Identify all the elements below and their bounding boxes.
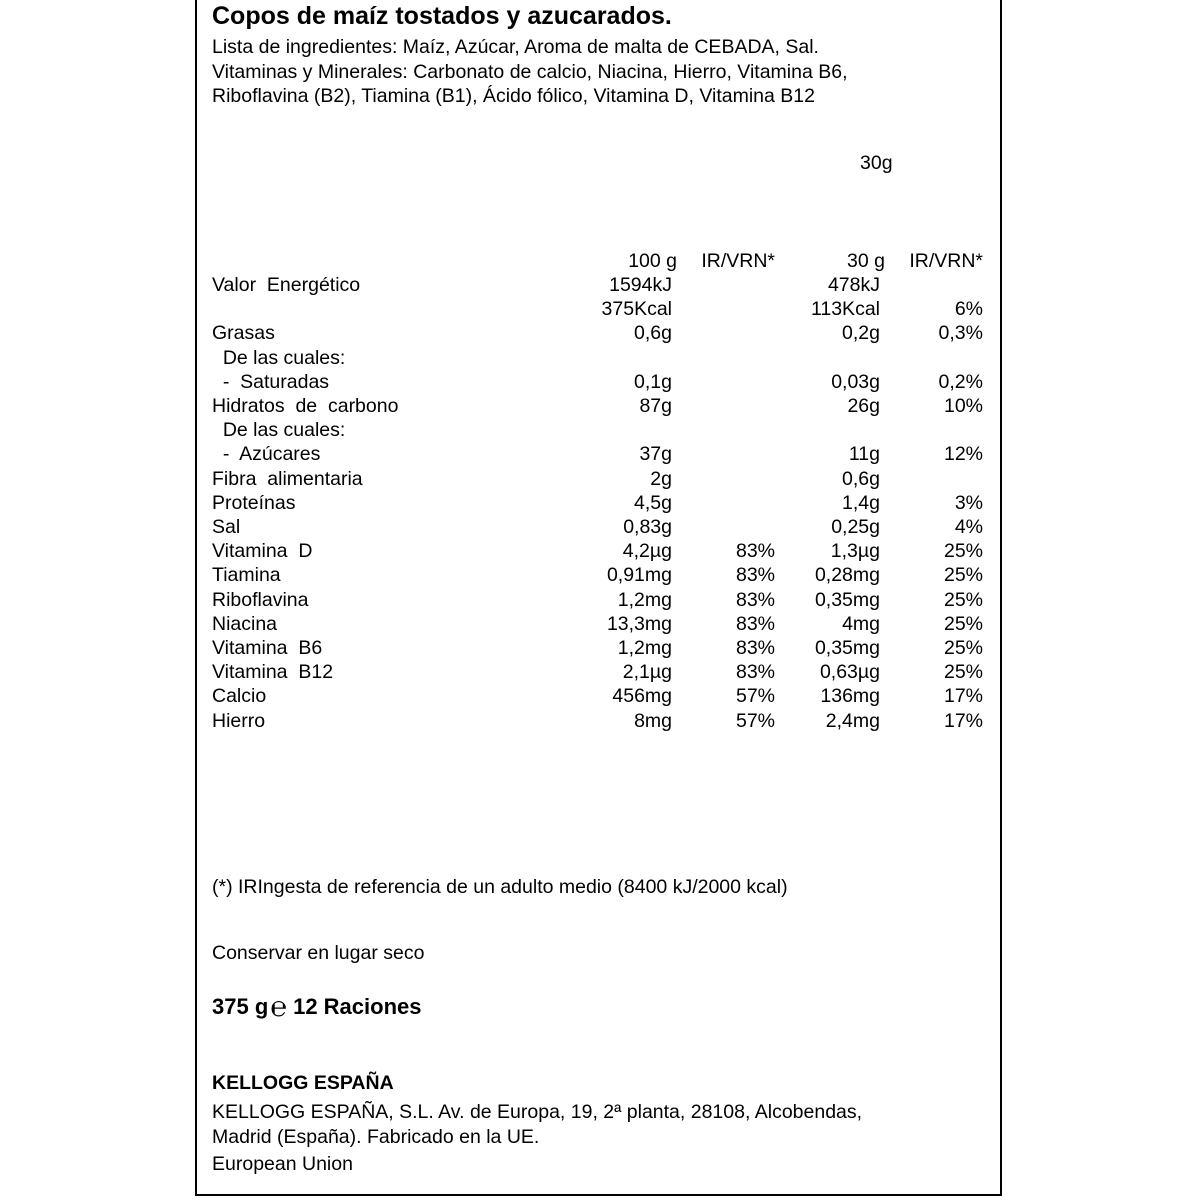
value-per-100g: 2g: [650, 467, 672, 490]
net-weight: 375 g: [212, 994, 269, 1019]
ir-percent-30g: 10%: [943, 395, 983, 417]
ingredients-line-1: Lista de ingredientes: Maíz, Azúcar, Aroma de malta de CEBADA, Sal.: [212, 36, 819, 58]
value-per-30g: 1,4g: [842, 491, 880, 514]
value-per-100g: 456mg: [612, 685, 672, 708]
value-per-30g: 0,25g: [831, 516, 880, 538]
nutrition-row: [0, 637, 1200, 661]
ir-percent-100g: 83%: [735, 612, 775, 635]
value-per-100g: 0,91mg: [606, 564, 672, 587]
nutrition-row: [0, 564, 1200, 588]
nutrient-label: De las cuales:: [212, 346, 346, 369]
value-per-100g: 0,83g: [623, 516, 672, 538]
company-name: KELLOGG ESPAÑA: [212, 1072, 394, 1094]
ir-percent-100g: 83%: [735, 540, 775, 563]
nutrient-label: - Azúcares: [212, 443, 321, 466]
net-quantity: [212, 990, 422, 1023]
ir-percent-30g: 25%: [943, 588, 983, 611]
ir-percent-30g: 25%: [943, 612, 983, 635]
value-per-30g: 0,6g: [842, 467, 880, 490]
estimated-sign-icon: ℮: [270, 990, 288, 1023]
ir-percent-30g: 17%: [943, 685, 983, 708]
ir-percent-30g: 3%: [954, 491, 983, 514]
value-per-30g: 0,35mg: [814, 588, 880, 611]
nutrient-label: Vitamina D: [212, 540, 313, 563]
nutrient-label: Proteínas: [212, 491, 296, 514]
nutrient-label: Sal: [212, 516, 241, 538]
company-address-line-1: KELLOGG ESPAÑA, S.L. Av. de Europa, 19, 2ª planta, 28108, Alcobendas,: [212, 1101, 863, 1123]
nutrient-label: Vitamina B12: [212, 661, 334, 684]
nutrition-row: [0, 710, 1200, 734]
nutrient-label: Grasas: [212, 322, 275, 345]
value-per-30g: 113Kcal: [810, 298, 880, 321]
value-per-30g: 0,03g: [831, 370, 880, 393]
serving-size: 30g: [860, 152, 893, 174]
nutrition-row: [0, 347, 1200, 371]
header-per-100g: 100 g: [628, 250, 677, 272]
ir-percent-30g: 25%: [943, 540, 983, 563]
header-ir-100g: IR/VRN*: [701, 250, 775, 272]
nutrition-row: [0, 371, 1200, 395]
ir-percent-30g: 25%: [943, 661, 983, 684]
ir-percent-30g: 4%: [954, 516, 983, 538]
ir-percent-30g: 17%: [943, 709, 983, 732]
value-per-30g: 0,35mg: [814, 637, 880, 659]
value-per-100g: 0,6g: [634, 322, 672, 345]
nutrition-row: [0, 661, 1200, 685]
nutrient-label: Niacina: [212, 612, 278, 635]
header-per-30g: 30 g: [847, 250, 885, 272]
nutrition-row: [0, 516, 1200, 540]
ir-percent-100g: 83%: [735, 564, 775, 587]
value-per-30g: 1,3µg: [830, 540, 880, 563]
value-per-100g: 375Kcal: [601, 298, 672, 321]
value-per-100g: 0,1g: [634, 370, 672, 393]
value-per-100g: 1,2mg: [617, 637, 672, 659]
product-title: Copos de maíz tostados y azucarados.: [212, 2, 672, 30]
value-per-100g: 8mg: [634, 709, 672, 732]
value-per-30g: 0,2g: [842, 322, 880, 345]
value-per-30g: 4mg: [842, 612, 880, 635]
value-per-100g: 4,2µg: [622, 540, 672, 563]
nutrition-row: [0, 322, 1200, 346]
value-per-100g: 2,1µg: [622, 661, 672, 684]
nutrition-row: [0, 492, 1200, 516]
nutrition-row: [0, 589, 1200, 613]
nutrient-label: Calcio: [212, 685, 267, 708]
value-per-100g: 1594kJ: [609, 274, 672, 296]
value-per-100g: 4,5g: [634, 491, 672, 514]
value-per-30g: 0,28mg: [814, 564, 880, 587]
nutrient-label: Valor Energético: [212, 274, 361, 296]
company-address-line-2: Madrid (España). Fabricado en la UE.: [212, 1126, 540, 1148]
ingredients-line-2: Vitaminas y Minerales: Carbonato de calcio, Niacina, Hierro, Vitamina B6,: [212, 61, 848, 83]
nutrient-label: Fibra alimentaria: [212, 467, 363, 490]
ingredients-line-3: Riboflavina (B2), Tiamina (B1), Ácido fólico, Vitamina D, Vitamina B12: [212, 85, 815, 107]
nutrient-label: Tiamina: [212, 564, 281, 587]
ir-percent-30g: 12%: [943, 443, 983, 466]
value-per-30g: 478kJ: [827, 274, 880, 296]
ir-percent-100g: 83%: [735, 661, 775, 684]
nutrition-row: [0, 419, 1200, 443]
value-per-30g: 26g: [847, 395, 880, 417]
ir-percent-30g: 0,3%: [938, 322, 983, 345]
nutrient-label: Hidratos de carbono: [212, 395, 399, 417]
nutrient-label: Vitamina B6: [212, 637, 323, 659]
nutrient-label: - Saturadas: [212, 370, 330, 393]
nutrient-label: Hierro: [212, 709, 266, 732]
header-ir-30g: IR/VRN*: [909, 250, 983, 272]
nutrient-label: De las cuales:: [212, 419, 346, 442]
ir-percent-100g: 83%: [735, 588, 775, 611]
nutrition-row: [0, 298, 1200, 322]
origin: European Union: [212, 1153, 353, 1175]
ir-percent-100g: 57%: [735, 685, 775, 708]
nutrition-row: [0, 274, 1200, 298]
nutrient-label: Riboflavina: [212, 588, 309, 611]
storage-instructions: Conservar en lugar seco: [212, 942, 425, 964]
nutrition-row: [0, 443, 1200, 467]
nutrition-row: [0, 685, 1200, 709]
value-per-30g: 11g: [848, 443, 880, 466]
value-per-100g: 37g: [639, 443, 672, 466]
ir-percent-30g: 25%: [943, 637, 983, 659]
ir-percent-30g: 25%: [943, 564, 983, 587]
value-per-100g: 87g: [639, 395, 672, 417]
ir-percent-100g: 83%: [735, 637, 775, 659]
value-per-30g: 0,63µg: [819, 661, 880, 684]
ir-percent-30g: 0,2%: [938, 370, 983, 393]
ir-percent-30g: 6%: [954, 298, 983, 321]
nutrition-row: [0, 540, 1200, 564]
reference-intake-footnote: (*) IRIngesta de referencia de un adulto medio (8400 kJ/2000 kcal): [212, 876, 788, 898]
nutrition-row: [0, 395, 1200, 419]
servings-count: 12 Raciones: [293, 994, 422, 1019]
nutrition-row: [0, 613, 1200, 637]
ir-percent-100g: 57%: [735, 709, 775, 732]
value-per-30g: 2,4mg: [825, 709, 880, 732]
value-per-100g: 1,2mg: [617, 588, 672, 611]
nutrition-row: [0, 468, 1200, 492]
value-per-30g: 136mg: [820, 685, 880, 708]
value-per-100g: 13,3mg: [606, 612, 672, 635]
